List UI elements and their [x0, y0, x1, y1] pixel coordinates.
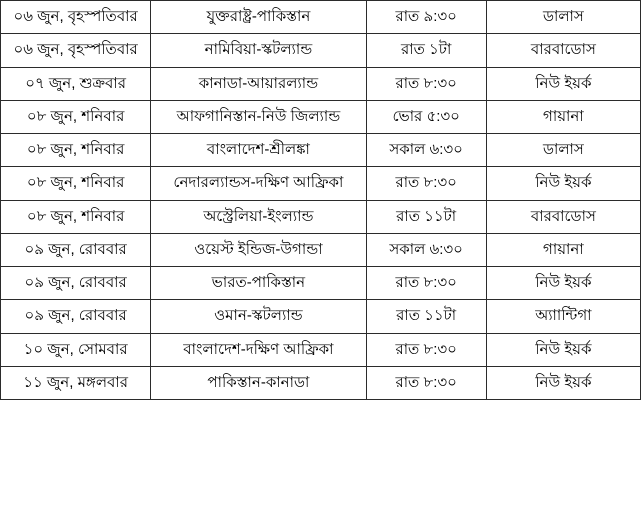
table-row	[1, 1, 641, 34]
cell-date	[1, 1, 151, 34]
cell-match-text: যুক্তরাষ্ট্র-পাকিস্তান	[206, 8, 311, 25]
cell-match-text: নামিবিয়া-স্কটল্যান্ড	[204, 41, 313, 59]
cell-time	[366, 167, 486, 200]
cell-date-text: ১০ জুন, সোমবার	[23, 340, 128, 358]
cell-match	[151, 134, 366, 167]
cell-time	[366, 267, 486, 300]
cell-venue	[486, 233, 640, 266]
cell-match-text: অস্ট্রেলিয়া-ইংল্যান্ড	[203, 207, 314, 225]
cell-venue	[486, 1, 640, 34]
cell-date	[1, 134, 151, 167]
cell-date	[1, 333, 151, 366]
cell-date-text: ০৯ জুন, রোববার	[24, 240, 127, 258]
cell-match-text: ওমান-স্কটল্যান্ড	[214, 307, 303, 325]
cell-venue-text: নিউ ইয়র্ক	[535, 74, 592, 92]
cell-match	[151, 333, 366, 366]
table-row	[1, 34, 641, 67]
cell-time-text: রাত ১১টা	[396, 307, 457, 325]
table-row	[1, 134, 641, 167]
table-row	[1, 100, 641, 133]
cell-venue-text: নিউ ইয়র্ক	[535, 174, 592, 192]
cell-match-text: ওয়েস্ট ইন্ডিজ-উগান্ডা	[194, 240, 323, 258]
cell-date-text: ০৮ জুন, শনিবার	[26, 174, 125, 192]
cell-time	[366, 333, 486, 366]
cell-match	[151, 366, 366, 399]
cell-date	[1, 200, 151, 233]
cell-time	[366, 233, 486, 266]
table-row	[1, 366, 641, 399]
cell-match-text: কানাডা-আয়ারল্যান্ড	[198, 74, 319, 92]
cell-venue-text: বারবাডোস	[530, 207, 596, 225]
table-row	[1, 233, 641, 266]
cell-time-text: রাত ১১টা	[396, 207, 457, 225]
cell-venue-text: বারবাডোস	[530, 41, 596, 59]
cell-match	[151, 267, 366, 300]
cell-time	[366, 134, 486, 167]
cell-time-text: সকাল ৬:৩০	[389, 240, 463, 258]
cell-match	[151, 100, 366, 133]
cell-match-text: ভারত-পাকিস্তান	[211, 274, 306, 291]
cell-match	[151, 1, 366, 34]
cell-venue	[486, 366, 640, 399]
cell-date	[1, 366, 151, 399]
cell-match	[151, 34, 366, 67]
cell-time	[366, 100, 486, 133]
cell-date-text: ০৯ জুন, রোববার	[24, 274, 127, 291]
cell-time	[366, 200, 486, 233]
cell-venue	[486, 333, 640, 366]
cell-venue	[486, 200, 640, 233]
cell-match	[151, 200, 366, 233]
cell-venue-text: ডালাস	[542, 8, 584, 25]
cell-venue	[486, 134, 640, 167]
cell-time-text: ভোর ৫:৩০	[392, 107, 460, 125]
cell-venue	[486, 67, 640, 100]
cell-date	[1, 233, 151, 266]
cell-date	[1, 67, 151, 100]
table-row	[1, 200, 641, 233]
cell-date-text: ০৬ জুন, বৃহস্পতিবার	[13, 41, 138, 59]
cell-date-text: ০৮ জুন, শনিবার	[26, 207, 125, 225]
cell-match-text: আফগানিস্তান-নিউ জিল্যান্ড	[176, 107, 341, 125]
cell-time-text: রাত ৮:৩০	[395, 340, 457, 358]
cell-venue	[486, 267, 640, 300]
cell-venue-text: গায়ানা	[543, 107, 584, 125]
cell-match	[151, 233, 366, 266]
cell-venue-text: গায়ানা	[543, 240, 584, 258]
cell-venue	[486, 100, 640, 133]
cell-time-text: রাত ৮:৩০	[395, 174, 457, 192]
cell-time-text: রাত ১টা	[401, 41, 452, 59]
table-row	[1, 267, 641, 300]
cell-time	[366, 34, 486, 67]
cell-date	[1, 300, 151, 333]
cell-date-text: ০৮ জুন, শনিবার	[26, 141, 125, 158]
cell-venue-text: অ্যাান্টিগা	[535, 307, 592, 325]
cell-venue-text: নিউ ইয়র্ক	[535, 274, 592, 291]
cell-venue-text: নিউ ইয়র্ক	[535, 340, 592, 358]
cell-date-text: ০৯ জুন, রোববার	[24, 307, 127, 325]
cell-match-text: নেদারল্যান্ডস-দক্ষিণ আফ্রিকা	[173, 174, 344, 192]
cell-venue	[486, 34, 640, 67]
cell-match	[151, 300, 366, 333]
schedule-table-body	[1, 1, 641, 400]
cell-venue-text: নিউ ইয়র্ক	[535, 373, 592, 391]
cell-venue-text: ডালাস	[542, 141, 584, 158]
cell-match-text: বাংলাদেশ-শ্রীলঙ্কা	[206, 141, 310, 158]
cell-time-text: রাত ৮:৩০	[395, 74, 457, 92]
cell-date	[1, 34, 151, 67]
cell-date	[1, 267, 151, 300]
cell-time	[366, 67, 486, 100]
cell-time-text: রাত ৮:৩০	[395, 373, 457, 391]
cell-match-text: পাকিস্তান-কানাডা	[207, 373, 310, 391]
cell-date-text: ০৭ জুন, শুক্রবার	[25, 74, 127, 92]
cell-match-text: বাংলাদেশ-দক্ষিণ আফ্রিকা	[183, 340, 334, 358]
cell-time	[366, 300, 486, 333]
cell-time-text: রাত ৮:৩০	[395, 274, 457, 291]
table-row	[1, 333, 641, 366]
cell-time-text: রাত ৯:৩০	[395, 8, 457, 25]
cell-time	[366, 1, 486, 34]
cell-date-text: ০৮ জুন, শনিবার	[26, 107, 125, 125]
cell-date-text: ১১ জুন, মঙ্গলবার	[23, 373, 128, 391]
cell-time-text: সকাল ৬:৩০	[389, 141, 463, 158]
table-row	[1, 167, 641, 200]
cell-match	[151, 67, 366, 100]
cell-match	[151, 167, 366, 200]
cell-time	[366, 366, 486, 399]
cell-venue	[486, 167, 640, 200]
table-row	[1, 300, 641, 333]
cell-venue	[486, 300, 640, 333]
cell-date-text: ০৬ জুন, বৃহস্পতিবার	[13, 8, 138, 25]
cell-date	[1, 167, 151, 200]
table-row	[1, 67, 641, 100]
cell-date	[1, 100, 151, 133]
